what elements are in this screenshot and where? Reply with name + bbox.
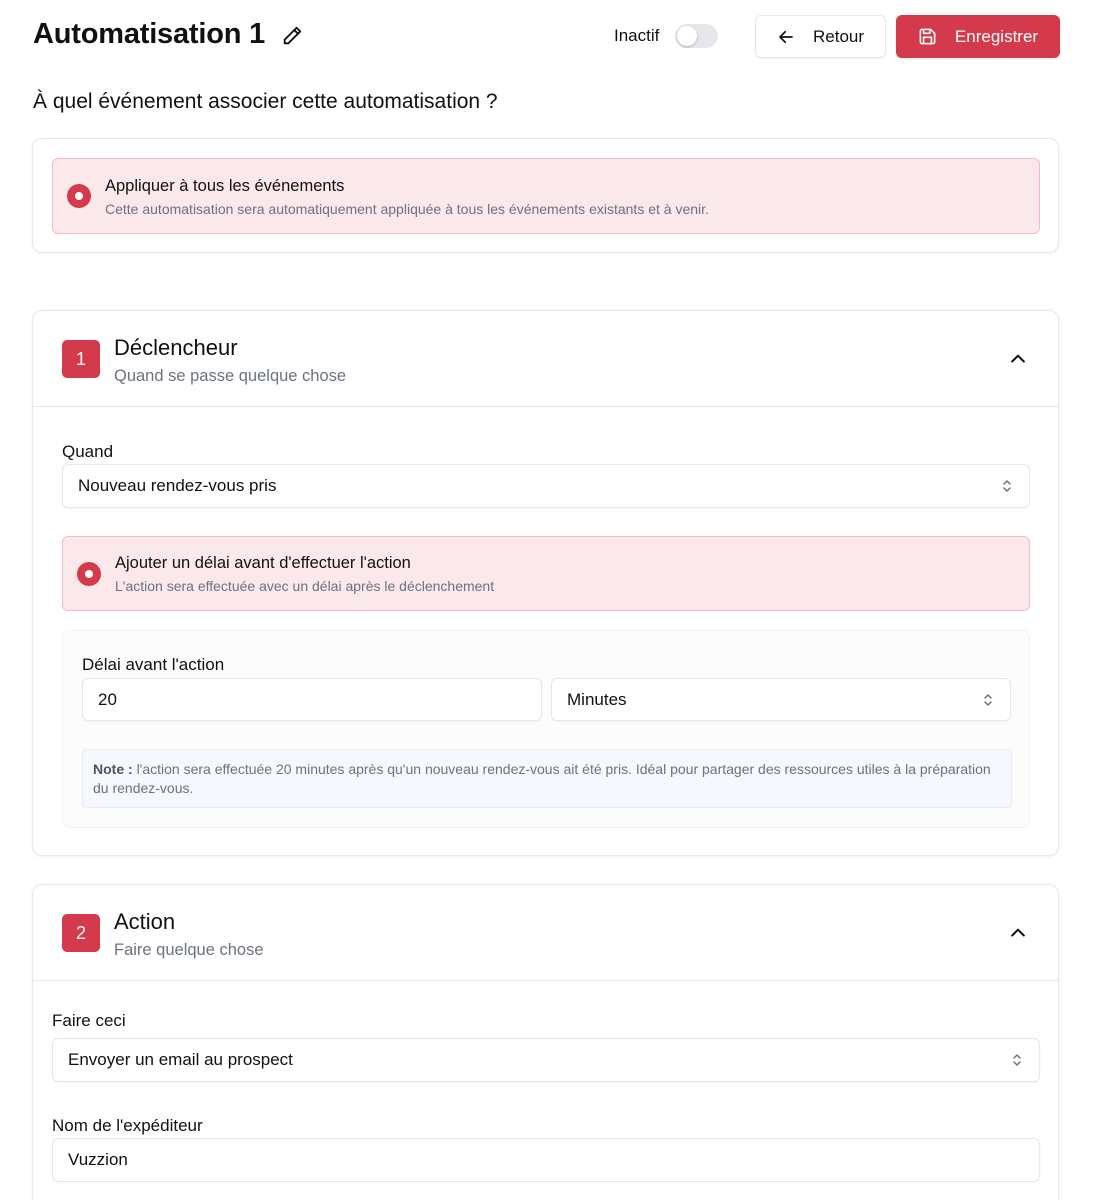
sender-input[interactable] bbox=[52, 1138, 1040, 1182]
delay-note bbox=[82, 749, 1012, 808]
status-label: Inactif bbox=[614, 26, 660, 45]
option-title: Appliquer à tous les événements bbox=[105, 177, 345, 195]
action-subtitle: Faire quelque chose bbox=[114, 941, 264, 959]
action-title: Action bbox=[114, 909, 176, 934]
apply-all-events-option[interactable] bbox=[52, 158, 1040, 234]
trigger-title: Déclencheur bbox=[114, 335, 238, 360]
note-text: l'action sera effectuée 20 minutes après qu'un nouveau rendez-vous ait été pris. Idéal pour partager des ressources utiles à la préparation du rendez-vous. bbox=[93, 761, 991, 796]
status-toggle[interactable] bbox=[675, 24, 718, 48]
chevron-updown-icon bbox=[1001, 478, 1013, 494]
do-select[interactable] bbox=[52, 1038, 1040, 1082]
option-title: Ajouter un délai avant d'effectuer l'action bbox=[115, 554, 411, 572]
add-delay-option[interactable] bbox=[62, 536, 1030, 611]
when-select-value: Nouveau rendez-vous pris bbox=[78, 476, 277, 495]
do-select-value: Envoyer un email au prospect bbox=[68, 1050, 293, 1069]
action-card bbox=[32, 884, 1059, 1200]
radio-selected[interactable] bbox=[77, 562, 101, 586]
save-button[interactable] bbox=[896, 15, 1060, 58]
delay-unit-select[interactable] bbox=[551, 678, 1011, 721]
back-button[interactable] bbox=[755, 15, 886, 58]
trigger-subtitle: Quand se passe quelque chose bbox=[114, 367, 347, 385]
arrow-left-icon bbox=[777, 28, 795, 46]
section-divider bbox=[33, 980, 1058, 981]
trigger-card bbox=[32, 310, 1059, 856]
page-title: Automatisation 1 bbox=[33, 18, 266, 50]
do-label: Faire ceci bbox=[52, 1011, 126, 1030]
event-question: À quel événement associer cette automatisation ? bbox=[33, 90, 498, 113]
pencil-icon[interactable] bbox=[281, 25, 303, 47]
sender-label: Nom de l'expéditeur bbox=[52, 1116, 203, 1135]
chevron-updown-icon bbox=[1011, 1052, 1023, 1068]
back-button-label: Retour bbox=[812, 26, 865, 46]
delay-label: Délai avant l'action bbox=[82, 655, 225, 674]
floppy-disk-icon bbox=[918, 27, 937, 46]
option-description: Cette automatisation sera automatiquement appliquée à tous les événements existants et à venir. bbox=[105, 201, 709, 217]
step-badge: 1 bbox=[62, 340, 100, 378]
event-scope-card bbox=[32, 138, 1059, 253]
when-select[interactable] bbox=[62, 464, 1030, 508]
sender-input-value: Vuzzion bbox=[68, 1150, 128, 1169]
chevron-up-icon[interactable] bbox=[1008, 349, 1028, 369]
delay-amount-value: 20 bbox=[98, 689, 117, 709]
delay-unit-value: Minutes bbox=[567, 689, 627, 709]
radio-selected[interactable] bbox=[67, 184, 91, 208]
delay-amount-input[interactable] bbox=[82, 678, 542, 721]
chevron-updown-icon bbox=[982, 692, 994, 708]
save-button-label: Enregistrer bbox=[954, 26, 1039, 46]
note-prefix: Note : bbox=[93, 761, 133, 777]
option-description: L'action sera effectuée avec un délai après le déclenchement bbox=[115, 578, 495, 594]
chevron-up-icon[interactable] bbox=[1008, 923, 1028, 943]
step-badge: 2 bbox=[62, 914, 100, 952]
delay-settings bbox=[62, 630, 1030, 828]
section-divider bbox=[33, 406, 1058, 407]
when-label: Quand bbox=[62, 442, 114, 461]
toggle-knob bbox=[677, 26, 697, 46]
